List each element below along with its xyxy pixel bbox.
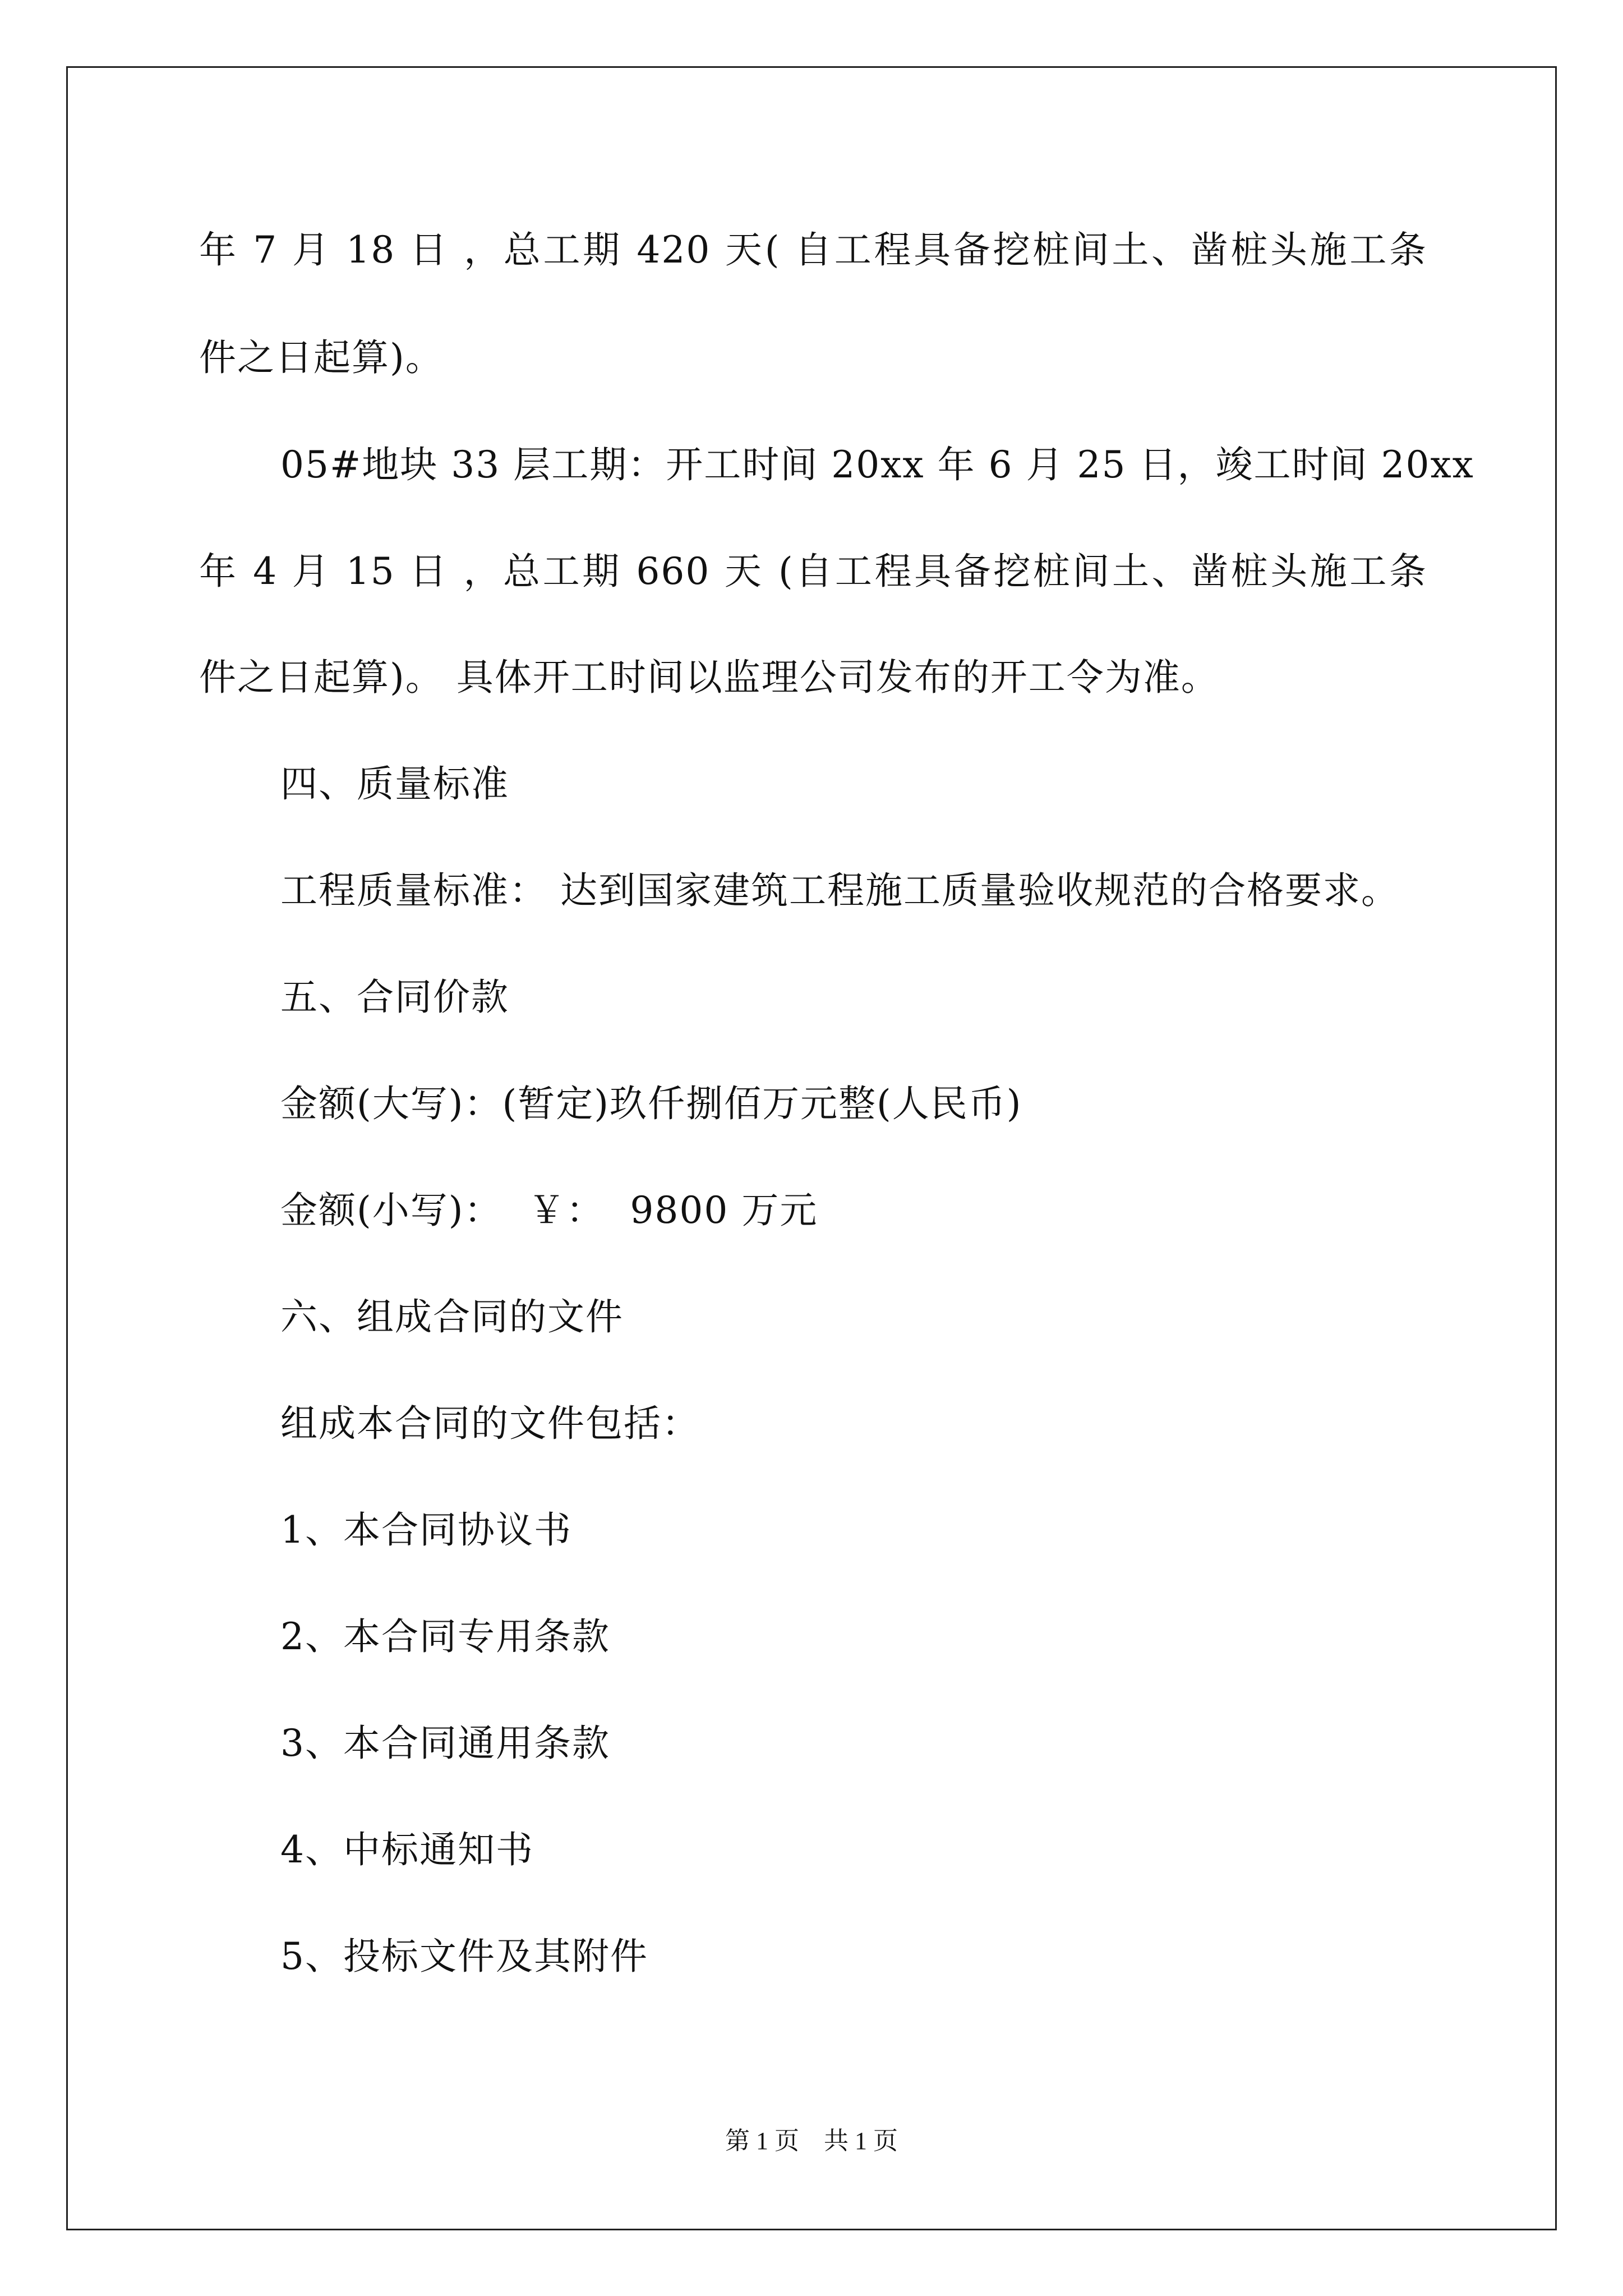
section-heading-documents: 六、组成合同的文件 [280,1295,624,1338]
page-border [66,66,1557,2230]
text-line-2: 件之日起算)。 [199,336,444,379]
text-line-amount-numeric: 金额(小写)： ￥： 9800 万元 [280,1189,818,1232]
list-item-2: 2、本合同专用条款 [280,1615,610,1658]
text-line-1: 年 7 月 18 日 ，总工期 420 天( 自工程具备挖桩间土、凿桩头施工条 [199,228,1427,272]
text-line-amount-words: 金额(大写)：(暂定)玖仟捌佰万元整(人民币) [280,1082,1022,1125]
page-number-footer: 第 1 页 共 1 页 [725,2127,898,2155]
text-line-4: 年 4 月 15 日 ，总工期 660 天 (自工程具备挖桩间土、凿桩头施工条 [199,550,1427,593]
list-item-5: 5、投标文件及其附件 [280,1935,648,1978]
text-line-5: 件之日起算)。 具体开工时间以监理公司发布的开工令为准。 [199,656,1219,699]
section-heading-price: 五、合同价款 [280,976,509,1019]
list-item-4: 4、中标通知书 [280,1828,534,1871]
list-item-1: 1、本合同协议书 [280,1508,572,1552]
list-item-3: 3、本合同通用条款 [280,1722,610,1765]
text-line-quality-standard: 工程质量标准： 达到国家建筑工程施工质量验收规范的合格要求。 [280,869,1399,912]
text-line-documents-intro: 组成本合同的文件包括： [280,1402,700,1445]
text-line-3: 05#地块 33 层工期：开工时间 20xx 年 6 月 25 日，竣工时间 20xx [280,443,1474,486]
section-heading-quality: 四、质量标准 [280,762,509,806]
